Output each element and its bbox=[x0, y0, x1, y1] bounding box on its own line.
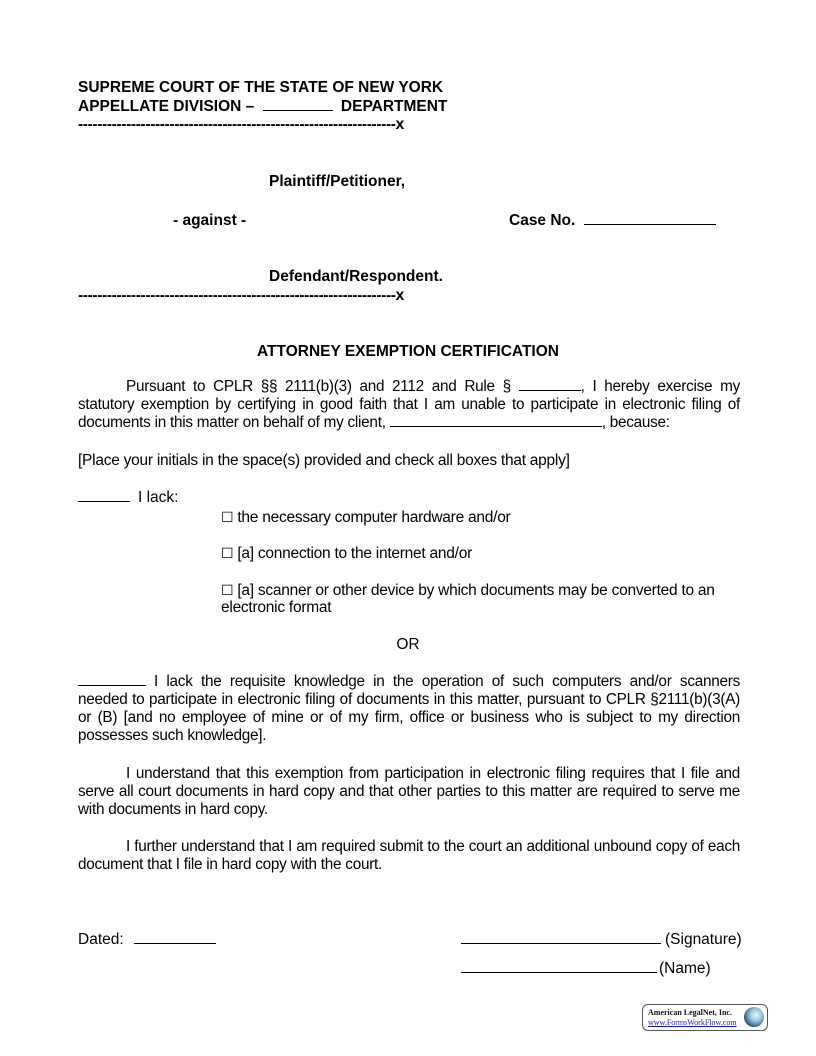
intro-paragraph bbox=[78, 378, 740, 432]
against-label: - against - bbox=[173, 212, 247, 229]
globe-icon bbox=[744, 1007, 764, 1027]
or-divider: OR bbox=[396, 636, 420, 653]
name-field bbox=[461, 960, 711, 978]
checkbox-icon[interactable]: ☐ bbox=[221, 582, 234, 598]
checkbox-label: [a] scanner or other device by which documents may be converted to an bbox=[237, 582, 715, 599]
dated-label: Dated: bbox=[78, 931, 124, 948]
division-suffix: DEPARTMENT bbox=[340, 98, 448, 115]
name-label: (Name) bbox=[659, 960, 711, 977]
signature-label: (Signature) bbox=[665, 931, 742, 948]
defendant-label: Defendant/Respondent. bbox=[269, 268, 443, 285]
checkbox-icon[interactable]: ☐ bbox=[221, 545, 234, 561]
logo-url-link[interactable]: www.FormsWorkFlow.com bbox=[648, 1018, 737, 1027]
signature-blank[interactable] bbox=[461, 942, 661, 944]
intro-text-2: , I hereby exercise my statutory exemption by certifying in good faith that I am unable to participate in electronic filing of documents in this matter on behalf of my client, bbox=[78, 378, 741, 431]
checkbox-label-continued: electronic format bbox=[221, 599, 332, 616]
court-name: SUPREME COURT OF THE STATE OF NEW YORK bbox=[78, 79, 444, 96]
understand-paragraph: I understand that this exemption from participation in electronic filing requires that I file and serve all court documents in hard copy and that other parties to this matter are required to serve me with documents in hard copy. bbox=[78, 765, 740, 818]
division-prefix: APPELLATE DIVISION – bbox=[78, 98, 255, 115]
name-blank[interactable] bbox=[461, 971, 657, 973]
further-paragraph: I further understand that I am required submit to the court an additional unbound copy of each document that I file in hard copy with the court. bbox=[78, 838, 740, 873]
checkbox-item-scanner[interactable] bbox=[221, 581, 715, 600]
option1-initials-blank[interactable] bbox=[78, 500, 130, 502]
dated-field bbox=[78, 931, 216, 949]
option2-text: I lack the requisite knowledge in the operation of such computers and/or scanners needed to participate in electronic filing of documents in this matter, pursuant to CPLR §2111(b)(3(A) or (B) [and no employee of mine or of my firm, office or business who is subject to my direction possesses such knowledge]. bbox=[78, 673, 740, 744]
document-title: ATTORNEY EXEMPTION CERTIFICATION bbox=[257, 343, 559, 360]
case-number-blank[interactable] bbox=[584, 223, 716, 225]
option1-line bbox=[78, 489, 178, 507]
checkbox-icon[interactable]: ☐ bbox=[221, 509, 234, 525]
signature-field bbox=[461, 931, 742, 949]
case-number-field bbox=[509, 211, 716, 230]
logo-company-name: American LegalNet, Inc. bbox=[648, 1008, 732, 1017]
checkbox-label: [a] connection to the internet and/or bbox=[237, 545, 472, 562]
american-legalnet-logo[interactable] bbox=[642, 1004, 768, 1031]
checkbox-item-internet[interactable] bbox=[221, 544, 472, 563]
option1-label: I lack: bbox=[138, 489, 179, 506]
client-name-blank[interactable] bbox=[390, 425, 602, 427]
checkbox-item-hardware[interactable] bbox=[221, 508, 510, 527]
checkbox-label: the necessary computer hardware and/or bbox=[237, 509, 511, 526]
intro-text-3: , because: bbox=[601, 414, 670, 431]
division-line bbox=[78, 97, 447, 116]
option2-paragraph bbox=[78, 673, 740, 745]
rule-number-blank[interactable] bbox=[519, 389, 581, 391]
department-blank[interactable] bbox=[263, 109, 333, 111]
plaintiff-label: Plaintiff/Petitioner, bbox=[269, 173, 406, 190]
separator-top: ------------------------------------------------------------------x bbox=[78, 116, 404, 133]
date-blank[interactable] bbox=[134, 942, 216, 944]
case-number-label: Case No. bbox=[509, 212, 576, 229]
option2-initials-blank[interactable] bbox=[78, 684, 146, 686]
instructions-text: [Place your initials in the space(s) provided and check all boxes that apply] bbox=[78, 452, 570, 469]
separator-bottom: ------------------------------------------------------------------x bbox=[78, 287, 404, 304]
intro-text-1: Pursuant to CPLR §§ 2111(b)(3) and 2112 and Rule § bbox=[126, 378, 511, 395]
